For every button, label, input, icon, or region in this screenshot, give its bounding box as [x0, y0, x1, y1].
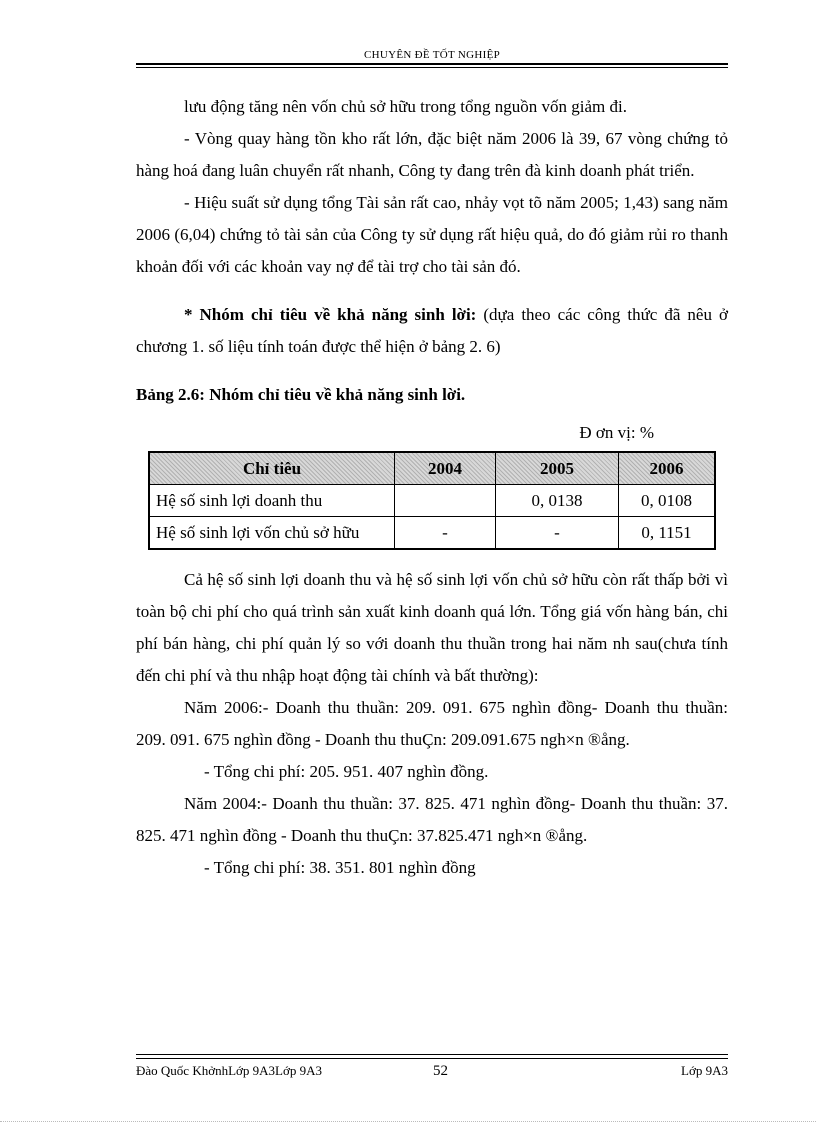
header-rule-thin — [136, 67, 728, 68]
table-cell: Hệ số sinh lợi doanh thu — [149, 485, 395, 517]
spacer — [136, 550, 728, 564]
table-cell: 0, 0138 — [496, 485, 619, 517]
section-heading-paragraph — [136, 299, 728, 363]
table-cell: Hệ số sinh lợi vốn chủ sở hữu — [149, 517, 395, 550]
page-body — [136, 91, 728, 884]
paragraph: - Tổng chi phí: 38. 351. 801 nghìn đồng — [204, 858, 476, 877]
column-header: Chỉ tiêu — [149, 452, 395, 485]
table-cell — [395, 485, 496, 517]
header-rule — [136, 63, 728, 65]
table-row — [149, 485, 715, 517]
table-header-row — [149, 452, 715, 485]
paragraph: - Hiệu suất sử dụng tổng Tài sản rất cao, nhảy vọt tõ năm 2005; 1,43) sang năm 2006 (6,04) chứng tỏ tài sản của Công ty sử dụng rất hiệu quả, do đó giảm rủi ro thanh khoản đối với các khoản vay nợ để tài trợ cho tài sản đó. — [136, 193, 728, 276]
paragraph: Năm 2004:- Doanh thu thuần: 37. 825. 471 nghìn đồng- Doanh thu thuần: 37. 825. 471 nghìn đồng - Doanh thu thuÇn: 37.825.471 ngh×n ®ång. — [136, 794, 728, 845]
table-cell: 0, 0108 — [619, 485, 716, 517]
table-row — [149, 517, 715, 550]
spacer — [136, 363, 728, 379]
column-header: 2005 — [496, 452, 619, 485]
column-header: 2004 — [395, 452, 496, 485]
footer-rule-thin — [136, 1058, 728, 1059]
table-cell: 0, 1151 — [619, 517, 716, 550]
table-cell: - — [496, 517, 619, 550]
footer-rule — [136, 1054, 728, 1055]
table-cell: - — [395, 517, 496, 550]
column-header: 2006 — [619, 452, 716, 485]
paragraph: - Vòng quay hàng tồn kho rất lớn, đặc biệt năm 2006 là 39, 67 vòng chứng tỏ hàng hoá đang luân chuyển rất nhanh, Công ty đang trên đà kinh doanh phát triển. — [136, 129, 728, 180]
paragraph: - Tổng chi phí: 205. 951. 407 nghìn đồng. — [204, 762, 489, 781]
footer-author: Đào Quốc KhởnhLớp 9A3Lớp 9A3 — [136, 1063, 322, 1078]
page-edge — [0, 1121, 816, 1122]
profitability-table — [148, 451, 716, 550]
footer-class: Lớp 9A3 — [681, 1063, 728, 1078]
page-number: 52 — [433, 1063, 448, 1079]
table-caption: Bảng 2.6: Nhóm chỉ tiêu về khả năng sinh lời. — [136, 385, 466, 404]
section-heading-note: (dựa theo các công thức đã nêu ở chương 1. số liệu tính toán được thể hiện ở bảng 2. 6) — [136, 305, 728, 356]
paragraph: Cả hệ số sinh lợi doanh thu và hệ số sinh lợi vốn chủ sở hữu còn rất thấp bởi vì toàn bộ chi phí cho quá trình sản xuất kinh doanh quá lớn. Tổng giá vốn hàng bán, chi phí bán hàng, chi phí quản lý so với doanh thu thuần trong hai năm nh sau(chưa tính đến chi phí và thu nhập hoạt động tài chính và bất thường): — [136, 570, 728, 685]
paragraph: lưu động tăng nên vốn chủ sở hữu trong tổng nguồn vốn giảm đi. — [184, 97, 627, 116]
section-heading: * Nhóm chỉ tiêu về khả năng sinh lời: — [184, 305, 477, 324]
table-unit: Đ ơn vị: % — [579, 423, 654, 442]
spacer — [136, 283, 728, 299]
page-header-title: CHUYÊN ĐỀ TỐT NGHIỆP — [363, 49, 501, 61]
paragraph: Năm 2006:- Doanh thu thuần: 209. 091. 675 nghìn đồng- Doanh thu thuần: 209. 091. 675 nghìn đồng - Doanh thu thuÇn: 209.091.675 ngh×n ®ång. — [136, 698, 728, 749]
